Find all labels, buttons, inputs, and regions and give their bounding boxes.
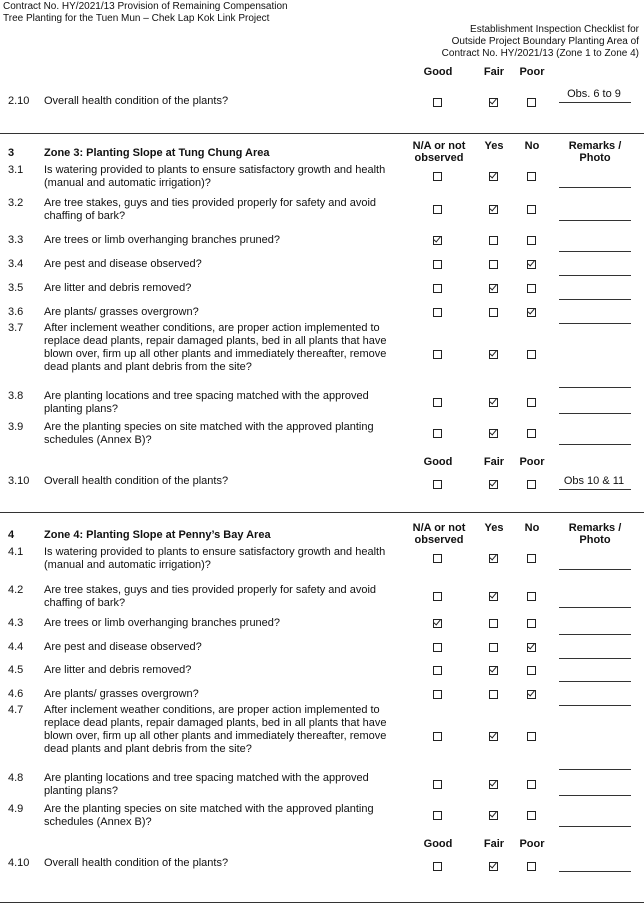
col-na: N/A or not observed [412,140,466,164]
row-number: 4.1 [8,545,24,558]
remark-line [559,413,631,414]
checkbox[interactable] [489,666,498,675]
checkbox[interactable] [527,811,536,820]
col-fair: Fair [483,456,505,468]
row-number: 3.9 [8,420,24,433]
checkbox[interactable] [527,732,536,741]
checkbox[interactable] [489,350,498,359]
checkbox[interactable] [489,592,498,601]
row-question: Overall health condition of the plants? [44,857,229,869]
row-question: Are litter and debris removed? [44,282,192,294]
row-question: Are tree stakes, guys and ties provided properly for safety and avoid chaffing of bark? [44,583,377,609]
col-no: No [524,522,540,534]
remark-line [559,299,631,300]
row-number: 4.3 [8,617,24,629]
row-number: 4.10 [8,857,30,869]
checkbox[interactable] [489,308,498,317]
checkbox[interactable] [433,666,442,675]
checkbox[interactable] [433,236,442,245]
col-na: N/A or not observed [412,522,466,546]
row-question: Are planting locations and tree spacing matched with the approved planting plans? [44,389,369,415]
checkbox[interactable] [433,554,442,563]
remark-line [559,220,631,221]
remark-line [559,489,631,490]
row-question: Are trees or limb overhanging branches pruned? [44,234,281,246]
checkbox[interactable] [527,480,536,489]
row-question: Are litter and debris removed? [44,664,192,676]
header-left-line: Contract No. HY/2021/13 Provision of Remaining Compensation [3,1,288,12]
row-question: Is watering provided to plants to ensure satisfactory growth and health (manual and automatic irrigation)? [44,545,386,571]
checkbox[interactable] [489,172,498,181]
row-question: Are pest and disease observed? [44,641,202,653]
checkbox[interactable] [527,554,536,563]
remark-line [559,187,631,188]
checkbox[interactable] [489,862,498,871]
row-question: Are the planting species on site matched with the approved planting schedules (Annex B)? [44,802,374,828]
col-fair: Fair [483,838,505,850]
checkbox[interactable] [489,732,498,741]
checkbox[interactable] [527,862,536,871]
col-good: Good [423,456,453,468]
row-question: Are trees or limb overhanging branches pruned? [44,617,281,629]
remark-text: Obs 10 & 11 [563,475,625,487]
zone-title: Zone 4: Planting Slope at Penny’s Bay Area [44,529,271,541]
section-divider [0,133,644,134]
col-poor: Poor [519,66,545,78]
checkbox[interactable] [527,308,536,317]
row-question: Are tree stakes, guys and ties provided properly for safety and avoid chaffing of bark? [44,196,377,222]
checkbox[interactable] [433,98,442,107]
checkbox[interactable] [527,284,536,293]
checkbox[interactable] [527,666,536,675]
col-fair: Fair [483,66,505,78]
checkbox[interactable] [489,284,498,293]
checkbox[interactable] [433,429,442,438]
remark-line [559,634,631,635]
row-question: Are pest and disease observed? [44,258,202,270]
col-remarks: Remarks / Photo [568,522,622,546]
remark-line [559,607,631,608]
checkbox[interactable] [489,619,498,628]
col-good: Good [423,838,453,850]
row-question: Are plants/ grasses overgrown? [44,306,199,318]
checkbox[interactable] [433,690,442,699]
row-number: 4.2 [8,583,24,596]
checkbox[interactable] [527,98,536,107]
checkbox[interactable] [527,205,536,214]
col-poor: Poor [519,838,545,850]
checkbox[interactable] [489,260,498,269]
row-number: 4.6 [8,688,24,700]
col-yes: Yes [484,140,504,152]
checkbox[interactable] [433,350,442,359]
checkbox[interactable] [433,480,442,489]
checkbox[interactable] [433,643,442,652]
remark-line [559,569,631,570]
col-good: Good [423,66,453,78]
header-right-line: Establishment Inspection Checklist for [470,24,639,35]
header-right-line: Contract No. HY/2021/13 (Zone 1 to Zone 4) [441,48,639,59]
checkbox[interactable] [433,284,442,293]
row-question: Are plants/ grasses overgrown? [44,688,199,700]
row-question: Is watering provided to plants to ensure satisfactory growth and health (manual and automatic irrigation)? [44,163,386,189]
checkbox[interactable] [527,643,536,652]
checkbox[interactable] [527,619,536,628]
remark-line [559,769,631,770]
row-number: 2.10 [8,95,30,107]
checkbox[interactable] [433,862,442,871]
remark-line [559,387,631,388]
checkbox[interactable] [527,398,536,407]
section-divider [0,512,644,513]
checkbox[interactable] [433,398,442,407]
remark-line [559,275,631,276]
checkbox[interactable] [433,811,442,820]
checkbox[interactable] [489,780,498,789]
col-remarks: Remarks / Photo [568,140,622,164]
col-yes: Yes [484,522,504,534]
checkbox[interactable] [433,780,442,789]
row-number: 3.6 [8,306,24,318]
zone-number: 3 [8,147,15,159]
checkbox[interactable] [527,780,536,789]
checkbox[interactable] [489,398,498,407]
checkbox[interactable] [527,350,536,359]
zone-number: 4 [8,529,15,541]
checkbox[interactable] [489,205,498,214]
remark-line [559,681,631,682]
row-number: 3.10 [8,475,30,487]
checkbox[interactable] [433,619,442,628]
row-number: 4.9 [8,802,24,815]
checkbox[interactable] [489,554,498,563]
row-number: 3.7 [8,322,24,334]
row-question: Are the planting species on site matched with the approved planting schedules (Annex B)? [44,420,374,446]
row-number: 3.5 [8,282,24,294]
row-number: 4.4 [8,641,24,653]
checkbox[interactable] [527,172,536,181]
remark-line [559,102,631,103]
checkbox[interactable] [489,429,498,438]
row-number: 4.8 [8,771,24,784]
section-divider [0,902,644,903]
checkbox[interactable] [489,811,498,820]
remark-line [559,871,631,872]
checkbox[interactable] [489,480,498,489]
checkbox[interactable] [527,236,536,245]
row-question: Are planting locations and tree spacing matched with the approved planting plans? [44,771,369,797]
header-right-line: Outside Project Boundary Planting Area of [451,36,639,47]
col-no: No [524,140,540,152]
remark-line [559,705,631,706]
remark-text: Obs. 6 to 9 [567,88,621,100]
row-number: 4.7 [8,704,24,716]
checkbox[interactable] [433,172,442,181]
remark-line [559,444,631,445]
checkbox[interactable] [433,592,442,601]
checkbox[interactable] [489,98,498,107]
checkbox[interactable] [489,236,498,245]
remark-line [559,251,631,252]
row-question: After inclement weather conditions, are proper action implemented to replace dead plants, repair damaged plants, bed in all plants that have blown over, firm up all other plants and immediately thereafter, remove dead plants and plant debris from the site? [44,322,387,373]
checkbox[interactable] [433,260,442,269]
row-number: 4.5 [8,664,24,676]
checkbox[interactable] [527,592,536,601]
row-number: 3.8 [8,389,24,402]
checkbox[interactable] [433,308,442,317]
checkbox[interactable] [433,732,442,741]
row-number: 3.4 [8,258,24,270]
remark-line [559,658,631,659]
remark-line [559,795,631,796]
checkbox[interactable] [489,690,498,699]
remark-line [559,826,631,827]
row-question: After inclement weather conditions, are proper action implemented to replace dead plants, repair damaged plants, bed in all plants that have blown over, firm up all other plants and immediately thereafter, remove dead plants and plant debris from the site? [44,704,387,755]
row-number: 3.3 [8,234,24,246]
zone-title: Zone 3: Planting Slope at Tung Chung Area [44,147,270,159]
row-question: Overall health condition of the plants? [44,475,229,487]
col-poor: Poor [519,456,545,468]
checkbox[interactable] [527,690,536,699]
header-left-line: Tree Planting for the Tuen Mun – Chek Lap Kok Link Project [3,13,270,24]
checkbox[interactable] [433,205,442,214]
checkbox[interactable] [489,643,498,652]
row-number: 3.1 [8,163,24,176]
checkbox[interactable] [527,429,536,438]
row-number: 3.2 [8,196,24,209]
remark-line [559,323,631,324]
row-question: Overall health condition of the plants? [44,95,229,107]
checkbox[interactable] [527,260,536,269]
